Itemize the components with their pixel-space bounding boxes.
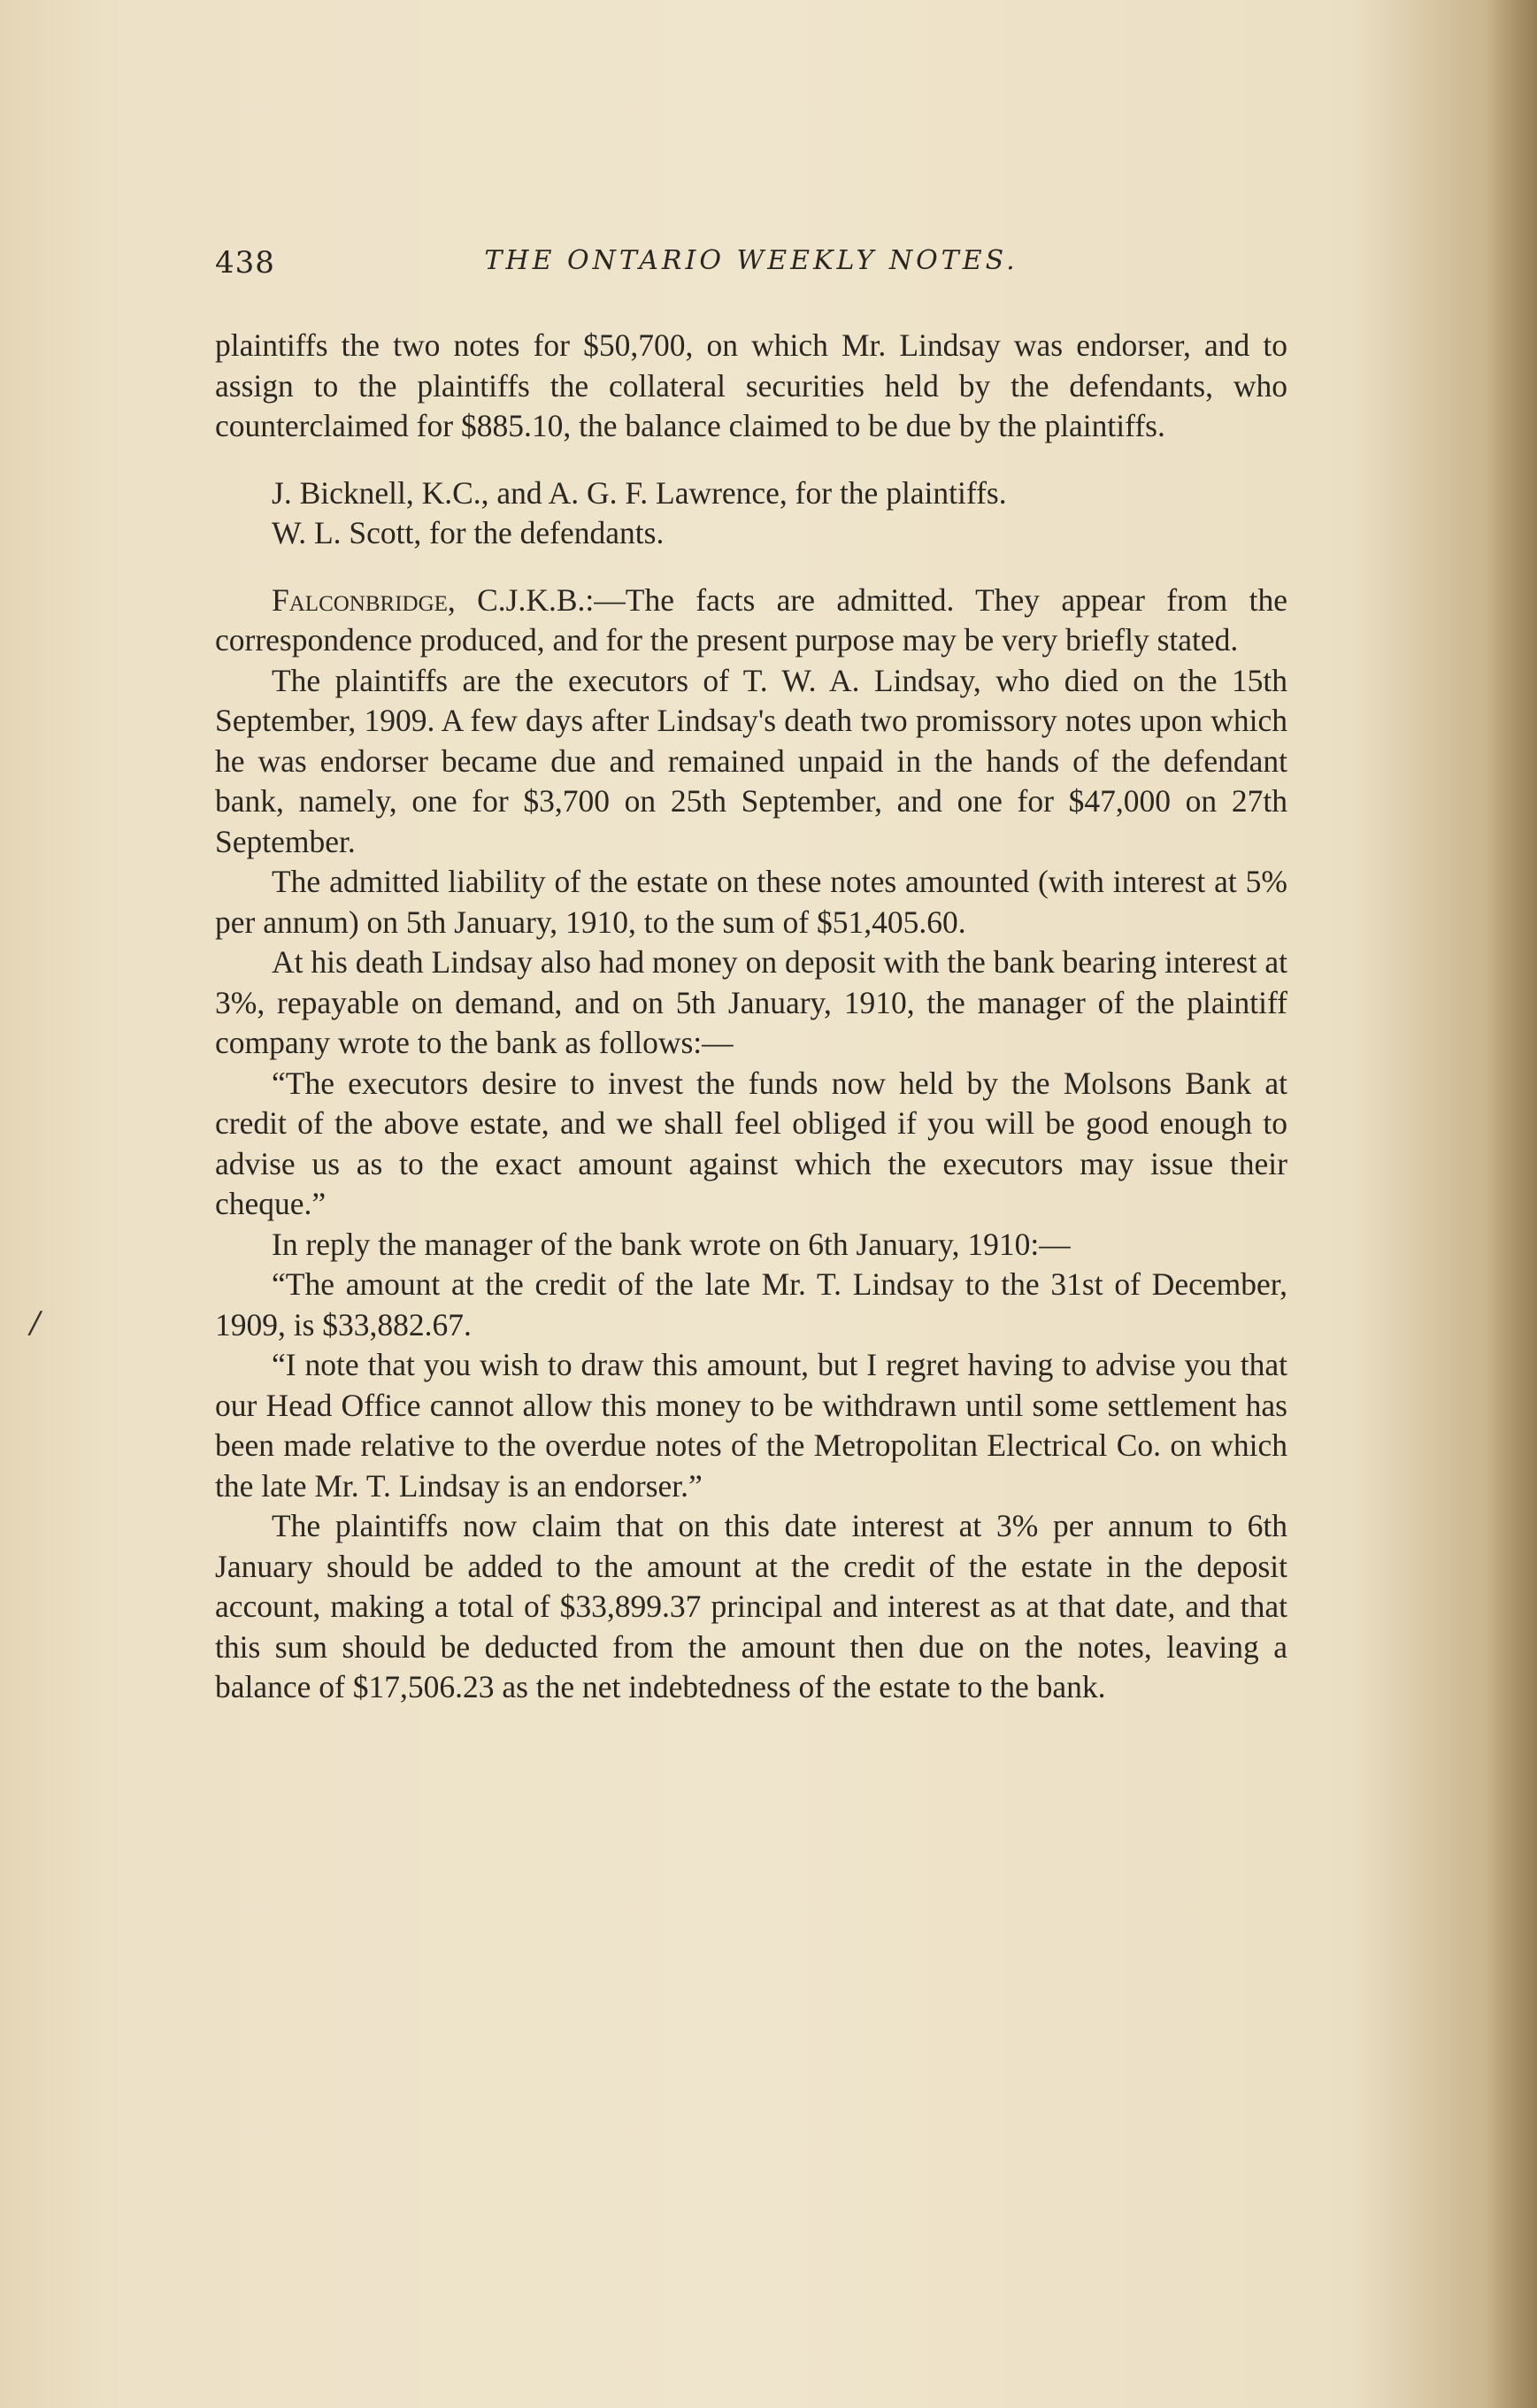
counsel-defendants: W. L. Scott, for the defendants. xyxy=(272,515,665,550)
running-title: THE ONTARIO WEEKLY NOTES. xyxy=(484,245,1018,276)
judgment-opening-text: C.J.K.B.:—The facts are admitted. They appear from the correspondence produced, and for the present purpose may be very briefly stated. xyxy=(215,581,1287,658)
paragraph-continued: plaintiffs the two notes for $50,700, on which Mr. Lindsay was endorser, and to assign to the plaintiffs the collateral securities held by the defendants, who counterclaimed for $885.10, the balance claimed to be due by the plaintiffs. xyxy=(215,327,1287,443)
paragraph: The admitted liability of the estate on these notes amounted (with interest at 5% per annum) on 5th January, 1910, to the sum of $51,405.60. xyxy=(215,864,1287,940)
judgment-opening xyxy=(215,581,1287,661)
judge-name: Falconbridge, xyxy=(272,581,456,618)
quoted-letter: “The executors desire to invest the funds now held by the Molsons Bank at credit of the above estate, and we shall feel obliged if you will be good enough to advise us as to the exact amount against which the executors may issue their cheque.” xyxy=(215,1065,1287,1221)
quoted-letter: “I note that you wish to draw this amount, but I regret having to advise you that our Head Office cannot allow this money to be withdrawn until some settlement has been made relative to the overdue notes of the Metropolitan Electrical Co. on which the late Mr. T. Lindsay is an endorser.” xyxy=(215,1347,1287,1504)
paragraph: The plaintiffs are the executors of T. W. A. Lindsay, who died on the 15th September, 1909. A few days after Lindsay's death two promissory notes upon which he was endorser became due and remained unpaid in the hands of the defendant bank, namely, one for $3,700 on 25th September, and one for $47,000 on 27th September. xyxy=(215,662,1287,859)
paragraph: In reply the manager of the bank wrote on 6th January, 1910:— xyxy=(272,1226,1071,1262)
paragraph: At his death Lindsay also had money on deposit with the bank bearing interest at 3%, repayable on demand, and on 5th January, 1910, the manager of the plaintiff company wrote to the bank as follows:— xyxy=(215,944,1287,1060)
quoted-letter: “The amount at the credit of the late Mr. T. Lindsay to the 31st of December, 1909, is $33,882.67. xyxy=(215,1266,1287,1342)
body-text xyxy=(215,326,1287,1708)
page-number: 438 xyxy=(215,245,275,281)
paragraph: The plaintiffs now claim that on this date interest at 3% per annum to 6th January should be added to the amount at the credit of the estate in the deposit account, making a total of $33,899.37 principal and interest as at that date, and that this sum should be deducted from the amount then due on the notes, leaving a balance of $17,506.23 as the net indebtedness of the estate to the bank. xyxy=(215,1508,1287,1704)
margin-mark: / xyxy=(30,1305,41,1341)
counsel-plaintiffs: J. Bicknell, K.C., and A. G. F. Lawrence, for the plaintiffs. xyxy=(272,474,1007,511)
page-edge-shadow xyxy=(1484,0,1537,2408)
page-header xyxy=(215,245,1287,281)
